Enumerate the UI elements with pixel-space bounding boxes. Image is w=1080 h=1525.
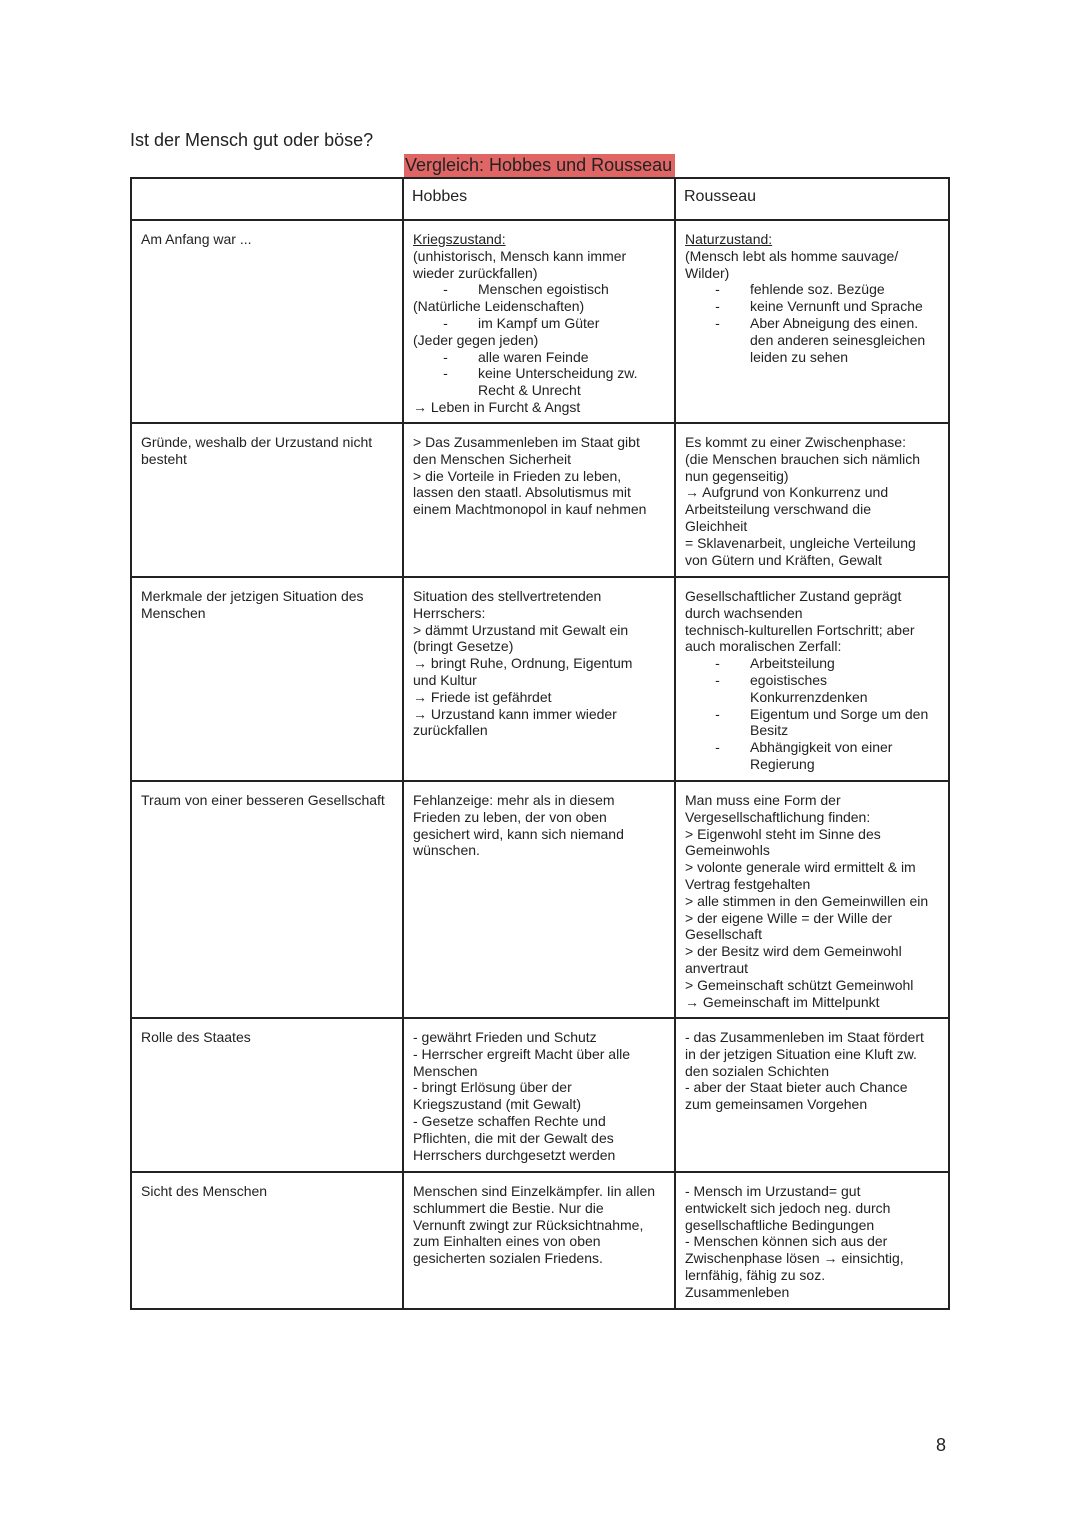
rousseau-cell: - das Zusammenleben im Staat fördert in der jetzigen Situation eine Kluft zw. den sozialen Schichten - aber der Staat bieter auch Chance zum gemeinsamen Vorgehen [675,1018,949,1172]
rousseau-cell: Man muss eine Form der Vergesellschaftlichung finden: > Eigenwohl steht im Sinne des Gemeinwohls > volonte generale wird ermittelt & im Vertrag festgehalten > alle stimmen in den Gemeinwillen ein > der eigene Wille = der Wille der Gesellschaft > der Besitz wird dem Gemeinwohl anvertraut > Gemeinschaft schützt Gemeinwohl → Gemeinschaft im Mittelpunkt [675,781,949,1018]
bullet-item: - egoistisches Konkurrenzdenken [715,671,868,705]
rousseau-cell: - Mensch im Urzustand= gut entwickelt sich jedoch neg. durch gesellschaftliche Bedingungen - Menschen können sich aus der Zwischenphase lösen → einsichtig, lernfähig, fähig zu soz. Zusammenleben [675,1172,949,1309]
row-label: Merkmale der jetzigen Situation des Menschen [131,577,403,781]
row-label: Rolle des Staates [131,1018,403,1172]
comparison-table [130,177,950,1310]
hobbes-cell: Menschen sind Einzelkämpfer. Iin allen schlummert die Bestie. Nur die Vernunft zwingt zur Rücksichtnahme, zum Einhalten eines von oben gesicherten sozialen Friedens. [403,1172,675,1309]
table-row [131,781,949,1018]
header-rousseau: Rousseau [675,178,949,220]
page-number: 8 [936,1435,947,1455]
table-row [131,1172,949,1309]
row-label: Sicht des Menschen [131,1172,403,1309]
table-row [131,423,949,577]
page-title: Ist der Mensch gut oder böse? [130,130,374,150]
table-row [131,1018,949,1172]
bullet-item: - im Kampf um Güter [443,314,600,331]
header-row [131,178,949,220]
table-row [131,577,949,781]
bullet-item: - Eigentum und Sorge um den Besitz [715,705,929,739]
rousseau-cell: Naturzustand: (Mensch lebt als homme sauvage/ Wilder) - fehlende soz. Bezüge - keine Vernunft und Sprache - Aber Abneigung des einen. den anderen seinesgleichen leiden zu sehen [675,220,949,423]
cell-heading: Kriegszustand: [413,231,506,247]
bullet-item: - fehlende soz. Bezüge [715,281,885,298]
hobbes-cell: Situation des stellvertretenden Herrschers: > dämmt Urzustand mit Gewalt ein (bringt Gesetze) → bringt Ruhe, Ordnung, Eigentum und Kultur → Friede ist gefährdet → Urzustand kann immer wieder zurückfallen [403,577,675,781]
hobbes-cell: Fehlanzeige: mehr als in diesem Frieden zu leben, der von oben gesichert wird, kann sich niemand wünschen. [403,781,675,1018]
bullet-item: - keine Vernunft und Sprache [715,298,923,315]
row-label: Am Anfang war ... [131,220,403,423]
row-label: Gründe, weshalb der Urzustand nicht besteht [131,423,403,577]
header-hobbes: Hobbes [403,178,675,220]
bullet-item: - keine Unterscheidung zw. Recht & Unrecht [443,365,638,399]
hobbes-cell: - gewährt Frieden und Schutz - Herrscher ergreift Macht über alle Menschen - bringt Erlösung über der Kriegszustand (mit Gewalt) - Gesetze schaffen Rechte und Pflichten, die mit der Gewalt des Herrschers durchgesetzt werden [403,1018,675,1172]
table-row [131,220,949,423]
hobbes-cell: Kriegszustand: (unhistorisch, Mensch kann immer wieder zurückfallen) - Menschen egoistisch (Natürliche Leidenschaften) - im Kampf um Güter (Jeder gegen jeden) - alle waren Feinde - keine Unterscheidung zw. Recht & Unrecht → Leben in Furcht & Angst [403,220,675,423]
bullet-item: - Arbeitsteilung [715,655,835,672]
rousseau-cell: Es kommt zu einer Zwischenphase: (die Menschen brauchen sich nämlich nun gegenseitig) → Aufgrund von Konkurrenz und Arbeitsteilung verschwand die Gleichheit = Sklavenarbeit, ungleiche Verteilung von Gütern und Kräften, Gewalt [675,423,949,577]
rousseau-cell: Gesellschaftlicher Zustand geprägt durch wachsenden technisch-kulturellen Fortschritt; aber auch moralischen Zerfall: - Arbeitsteilung - egoistisches Konkurrenzdenken - Eigentum und Sorge um den Besitz - Abhängigkeit von einer Regierung [675,577,949,781]
header-empty-cell [131,178,403,220]
cell-heading: Naturzustand: [685,231,773,247]
hobbes-cell: > Das Zusammenleben im Staat gibt den Menschen Sicherheit > die Vorteile in Frieden zu leben, lassen den staatl. Absolutismus mit einem Machtmonopol in kauf nehmen [403,423,675,577]
bullet-item: - Menschen egoistisch [443,281,609,298]
bullet-item: - Aber Abneigung des einen. den anderen seinesgleichen leiden zu sehen [715,314,926,365]
bullet-item: - alle waren Feinde [443,348,589,365]
bullet-item: - Abhängigkeit von einer Regierung [715,739,893,772]
row-label: Traum von einer besseren Gesellschaft [131,781,403,1018]
table-caption: Vergleich: Hobbes und Rousseau [404,154,675,177]
